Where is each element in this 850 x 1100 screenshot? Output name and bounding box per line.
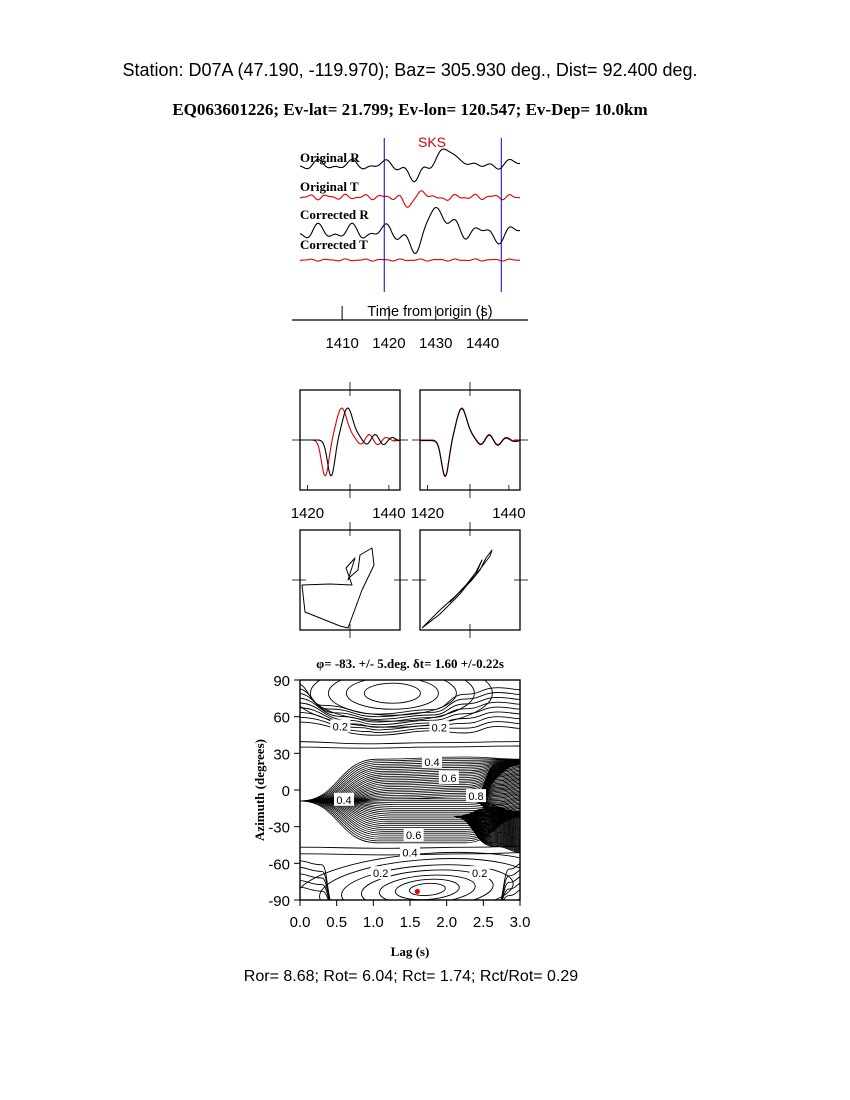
contour-label: 0.2 [373, 868, 389, 881]
contour-label: 0.2 [431, 722, 447, 735]
panel-frame [420, 390, 520, 490]
contour-label: 0.8 [468, 791, 484, 804]
waveform-tick-label: 1440 [492, 505, 526, 522]
contour-label: 0.4 [336, 794, 352, 807]
trace-label-corrected-r: Corrected R [300, 207, 369, 222]
phase-label: SKS [417, 134, 447, 150]
contour-label: 0.4 [424, 756, 440, 769]
event-title: EQ063601226; Ev-lat= 21.799; Ev-lon= 120.547; Ev-Dep= 10.0km [172, 100, 648, 119]
waveform-tick-label: 1420 [290, 505, 325, 522]
contour-label: 0.2 [332, 721, 348, 734]
waveform-tick-label: 1440 [372, 505, 406, 522]
azimuth-tick-label: -90 [268, 893, 290, 910]
particle-motion-panels [291, 382, 528, 638]
contour-label: 0.6 [441, 772, 457, 785]
best-fit-marker [415, 889, 420, 894]
grid-x-label: Lag (s) [390, 944, 430, 959]
corrected-waveform-box [411, 382, 528, 522]
azimuth-tick-label: 0 [281, 783, 290, 800]
lag-tick-label: 3.0 [509, 914, 531, 931]
time-axis-label: Time from origin (s) [367, 304, 493, 320]
fast-component-trace [300, 408, 400, 476]
time-tick-label: 1420 [372, 335, 406, 352]
lag-tick-label: 1.0 [362, 914, 384, 931]
azimuth-tick-label: -60 [268, 856, 290, 874]
seismogram-panel [292, 134, 528, 352]
contour-label: 0.6 [406, 830, 422, 843]
particle-motion-trace [302, 548, 374, 628]
waveform-tick-label: 1420 [410, 505, 445, 522]
energy-grid-panel [252, 656, 562, 959]
azimuth-tick-label: 30 [273, 746, 290, 764]
lag-tick-label: 1.5 [399, 914, 421, 931]
time-tick-label: 1440 [465, 335, 500, 352]
trace-label-original-r: Original R [300, 150, 360, 165]
contour-label: 0.4 [402, 847, 418, 860]
grid-y-label: Azimuth (degrees) [252, 739, 267, 841]
azimuth-tick-label: -30 [268, 819, 290, 837]
grid-title: φ= -83. +/- 5.deg. δt= 1.60 +/-0.22s [316, 656, 504, 671]
lag-tick-label: 2.0 [436, 914, 458, 931]
contour-label: 0.2 [472, 868, 488, 881]
trace-label-corrected-t: Corrected T [300, 237, 368, 252]
azimuth-tick-label: 60 [273, 709, 290, 727]
lag-tick-label: 2.5 [472, 914, 494, 931]
trace-label-original-t: Original T [300, 179, 359, 194]
original-particle-motion-box [292, 522, 408, 638]
corrected-t-trace [300, 259, 520, 261]
contour-lines [289, 659, 561, 934]
particle-motion-trace [422, 550, 492, 628]
time-tick-label: 1410 [325, 335, 359, 352]
lag-tick-label: 0.0 [289, 914, 311, 931]
slow-component-trace [300, 408, 400, 476]
time-tick-label: 1430 [419, 335, 453, 352]
slow-component-trace [420, 409, 520, 477]
ratio-summary: Ror= 8.68; Rot= 6.04; Rct= 1.74; Rct/Rot= 0.29 [243, 968, 579, 985]
lag-tick-label: 0.5 [326, 914, 348, 931]
corrected-particle-motion-box [412, 522, 528, 638]
azimuth-tick-label: 90 [273, 673, 290, 690]
original-waveform-box [291, 382, 408, 522]
station-title: Station: D07A (47.190, -119.970); Baz= 305.930 deg., Dist= 92.400 deg. [122, 60, 698, 80]
